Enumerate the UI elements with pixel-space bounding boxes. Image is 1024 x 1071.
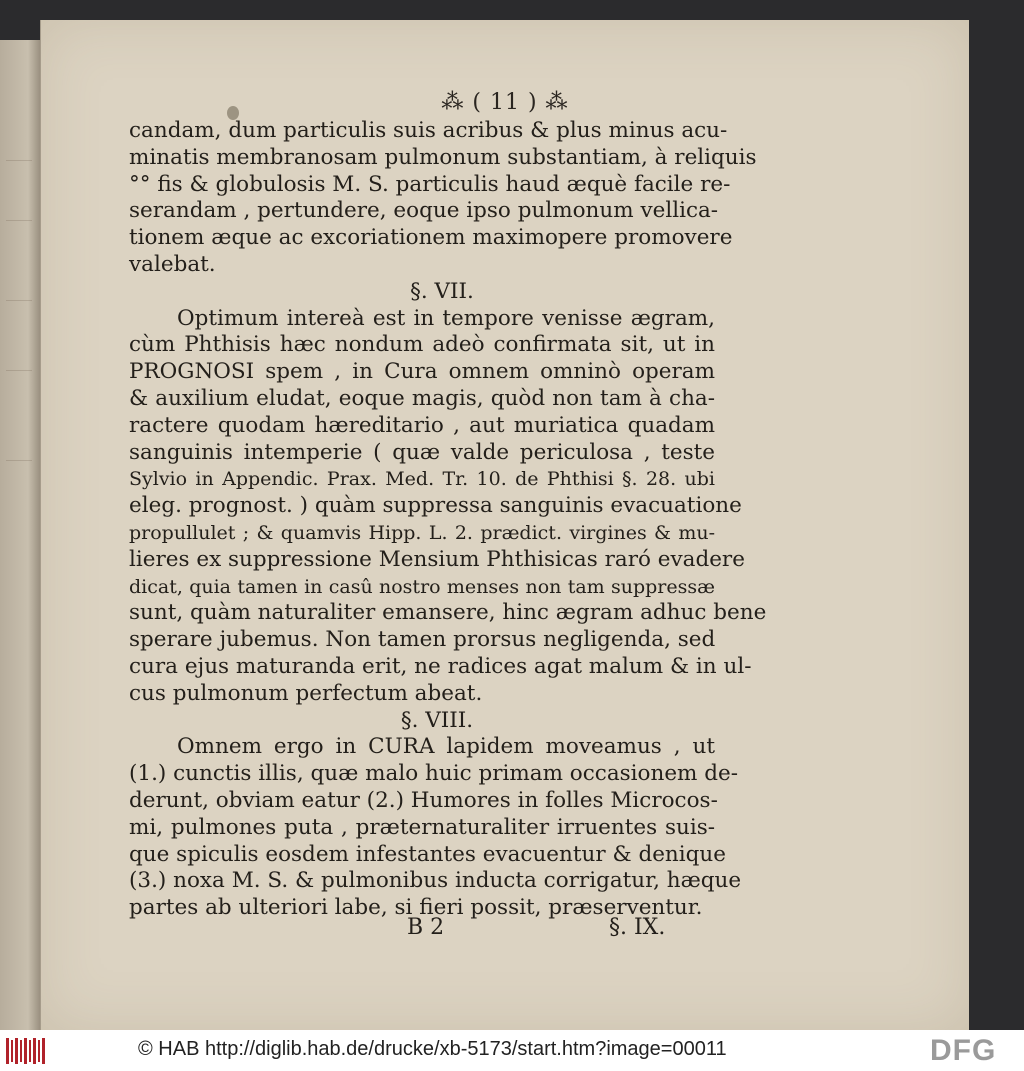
text-line: Optimum intereà est in tempore venisse ægram,: [177, 305, 715, 331]
section-heading-8: §. VIII.: [400, 707, 474, 733]
signature-mark: B 2: [407, 915, 445, 940]
text-line: (1.) cunctis illis, quæ malo huic primam occasionem de-: [129, 761, 739, 787]
book-page: [40, 20, 969, 1030]
text-line: PROGNOSI spem , in Cura omnem omninò operam: [129, 359, 715, 385]
text-line: eleg. prognost. ) quàm suppressa sanguinis evacuatione: [129, 493, 742, 519]
text-line: sperare jubemus. Non tamen prorsus negligenda, sed: [129, 627, 716, 653]
text-line: partes ab ulteriori labe, si fieri possit, præserventur.: [129, 895, 703, 921]
text-line: derunt, obviam eatur (2.) Humores in folles Microcos-: [129, 787, 718, 813]
text-line: & auxilium eludat, eoque magis, quòd non tam à cha-: [129, 385, 715, 411]
text-line: que spiculis eosdem infestantes evacuentur & denique: [129, 841, 726, 867]
text-line: tionem æque ac excoriationem maximopere promovere: [129, 225, 733, 251]
text-line: propullulet ; & quamvis Hipp. L. 2. prædict. virgines & mu-: [129, 521, 715, 544]
text-line: sunt, quàm naturaliter emansere, hinc ægram adhuc bene: [129, 600, 767, 626]
hab-logo-icon: [6, 1036, 48, 1066]
page-text: [129, 118, 767, 922]
text-line: cus pulmonum perfectum abeat.: [129, 680, 483, 706]
text-line: (3.) noxa M. S. & pulmonibus inducta corrigatur, hæque: [129, 868, 742, 894]
text-line: cùm Phthisis hæc nondum adeò confirmata sit, ut in: [129, 332, 715, 358]
text-line: Sylvio in Appendic. Prax. Med. Tr. 10. de Phthisi §. 28. ubi: [129, 468, 715, 491]
text-line: cura ejus maturanda erit, ne radices agat malum & in ul-: [129, 653, 752, 679]
page-number-header: ⁂ ( 11 ) ⁂: [441, 90, 569, 115]
dfg-logo: DFG: [930, 1034, 997, 1067]
text-line: mi, pulmones puta , præternaturaliter irruentes suis-: [129, 814, 715, 840]
attribution-bar: [0, 1030, 1024, 1071]
text-line: dicat, quia tamen in casû nostro menses non tam suppressæ: [129, 575, 715, 598]
text-line: minatis membranosam pulmonum substantiam, à reliquis: [129, 144, 757, 170]
previous-page-edge: [0, 40, 40, 1030]
text-line: valebat.: [129, 251, 216, 277]
text-line: ractere quodam hæreditario , aut muriatica quadam: [129, 412, 715, 438]
catchword: §. IX.: [609, 915, 666, 940]
text-line: candam, dum particulis suis acribus & plus minus acu-: [129, 118, 728, 143]
text-line: lieres ex suppressione Mensium Phthisicas raró evadere: [129, 546, 745, 572]
section-heading-7: §. VII.: [410, 278, 474, 304]
copyright-link[interactable]: © HAB http://diglib.hab.de/drucke/xb-5173/start.htm?image=00011: [138, 1038, 727, 1060]
text-line: Omnem ergo in CURA lapidem moveamus , ut: [177, 734, 715, 760]
text-line: °° fis & globulosis M. S. particulis haud æquè facile re-: [129, 171, 731, 197]
text-line: sanguinis intemperie ( quæ valde periculosa , teste: [129, 439, 715, 465]
text-line: serandam , pertundere, eoque ipso pulmonum vellica-: [129, 198, 719, 224]
